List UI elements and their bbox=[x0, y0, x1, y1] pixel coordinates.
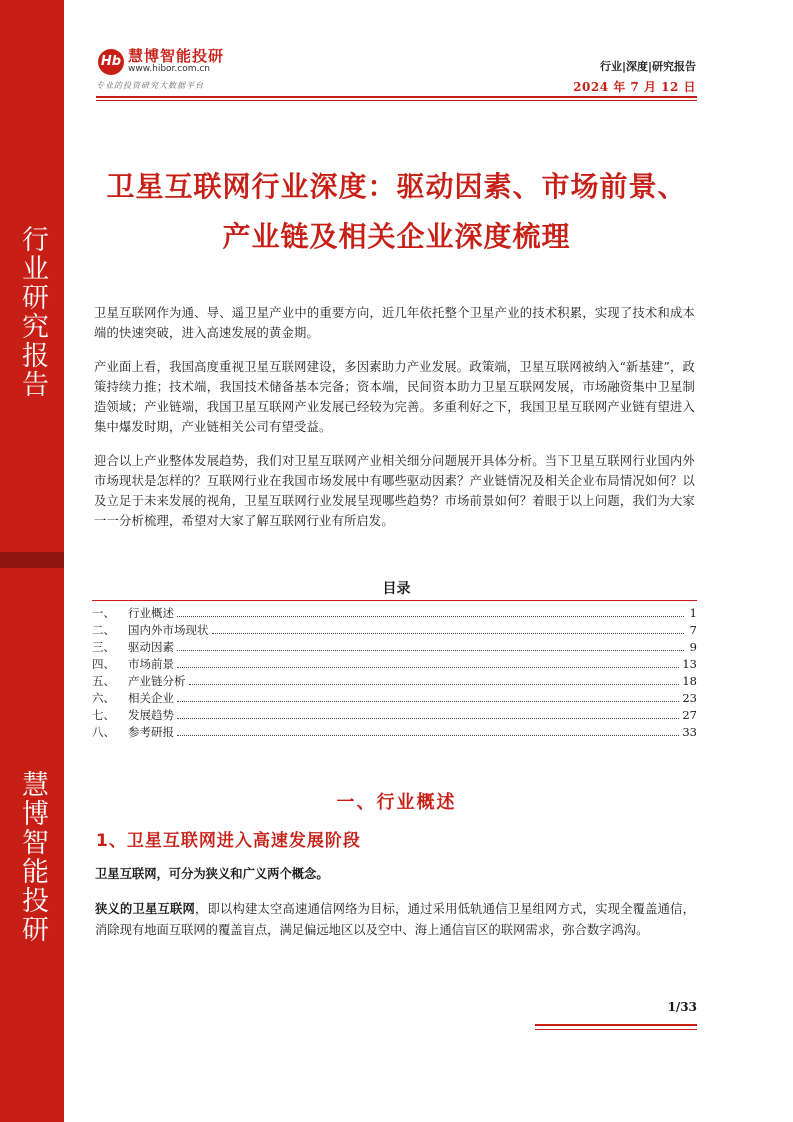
paragraph: 卫星互联网作为通、导、遥卫星产业中的重要方向，近几年依托整个卫星产业的技术积累，实现了技术和成本端的快速突破，进入高速发展的黄金期。 bbox=[94, 306, 695, 340]
logo-name: 慧博智能投研 bbox=[128, 47, 225, 65]
toc-entry[interactable]: 六、 相关企业 23 bbox=[92, 691, 697, 705]
sidebar-divider bbox=[0, 552, 64, 568]
paragraph: 产业面上看，我国高度重视卫星互联网建设，多因素助力产业发展。政策端，卫星互联网被纳入“新基建”，政策持续力推；技术端，我国技术储备基本完备；资本端，民间资本助力卫星互联网发展，市场融资集中卫星制造领域；产业链端，我国卫星互联网产业发展已经较为完善。多重利好之下，我国卫星互联网产业链有望进入集中爆发时期，产业链相关公司有望受益。 bbox=[94, 360, 695, 434]
report-date: 2024 年 7 月 12 日 bbox=[573, 80, 696, 94]
sidebar-brand: 慧博智能投研 bbox=[17, 770, 48, 944]
page-number: 1/33 bbox=[667, 1000, 697, 1014]
definition-lead: 卫星互联网，可分为狭义和广义两个概念。 bbox=[95, 866, 329, 881]
intro-paragraphs bbox=[94, 303, 695, 545]
toc-heading: 目录 bbox=[382, 581, 411, 597]
toc-entry[interactable]: 四、 市场前景 13 bbox=[92, 657, 697, 671]
definition-paragraph bbox=[95, 898, 695, 941]
paragraph: 迎合以上产业整体发展趋势，我们对卫星互联网产业相关细分问题展开具体分析。当下卫星互联网行业国内外市场现状是怎样的？互联网行业在我国市场发展中有哪些驱动因素？产业链情况及相关企业布局情况如何？以及立足于未来发展的视角，卫星互联网行业发展呈现哪些趋势？市场前景如何？着眼于以上问题，我们为大家一一分析梳理，希望对大家了解互联网行业有所启发。 bbox=[94, 454, 695, 528]
brand-logo bbox=[98, 48, 224, 75]
subsection-heading: 1、卫星互联网进入高速发展阶段 bbox=[96, 831, 361, 851]
report-category: 行业|深度|研究报告 bbox=[599, 60, 696, 73]
logo-slogan: 专业的投资研究大数据平台 bbox=[96, 81, 204, 90]
toc-rule bbox=[92, 600, 697, 601]
sidebar-report-type: 行业研究报告 bbox=[17, 225, 48, 399]
toc-entry[interactable]: 五、 产业链分析 18 bbox=[92, 674, 697, 688]
definition-term: 狭义的卫星互联网 bbox=[95, 901, 196, 916]
header-rule-thin bbox=[96, 100, 697, 101]
footer-rule bbox=[535, 1024, 697, 1026]
toc-entry[interactable]: 二、 国内外市场现状 7 bbox=[92, 623, 697, 637]
toc-entry[interactable]: 三、 驱动因素 9 bbox=[92, 640, 697, 654]
report-title bbox=[96, 162, 697, 262]
toc-entry[interactable]: 一、 行业概述 1 bbox=[92, 606, 697, 620]
definition-text: ，即以构建太空高速通信网络为目标，通过采用低轨通信卫星组网方式，实现全覆盖通信，消除现有地面互联网的覆盖盲点，满足偏远地区以及空中、海上通信盲区的联网需求，弥合数字鸿沟。 bbox=[95, 902, 695, 937]
logo-icon: Hb bbox=[98, 49, 124, 75]
section-heading: 一、行业概述 bbox=[336, 792, 457, 813]
header-meta bbox=[573, 58, 696, 95]
title-line-2: 产业链及相关企业深度梳理 bbox=[222, 220, 571, 253]
footer-rule-thin bbox=[535, 1029, 697, 1030]
header-rule bbox=[96, 96, 697, 98]
toc-entry[interactable]: 七、 发展趋势 27 bbox=[92, 708, 697, 722]
logo-url: www.hibor.com.cn bbox=[128, 64, 211, 74]
title-line-1: 卫星互联网行业深度：驱动因素、市场前景、 bbox=[106, 170, 687, 203]
table-of-contents bbox=[92, 605, 697, 741]
toc-entry[interactable]: 八、 参考研报 33 bbox=[92, 725, 697, 739]
